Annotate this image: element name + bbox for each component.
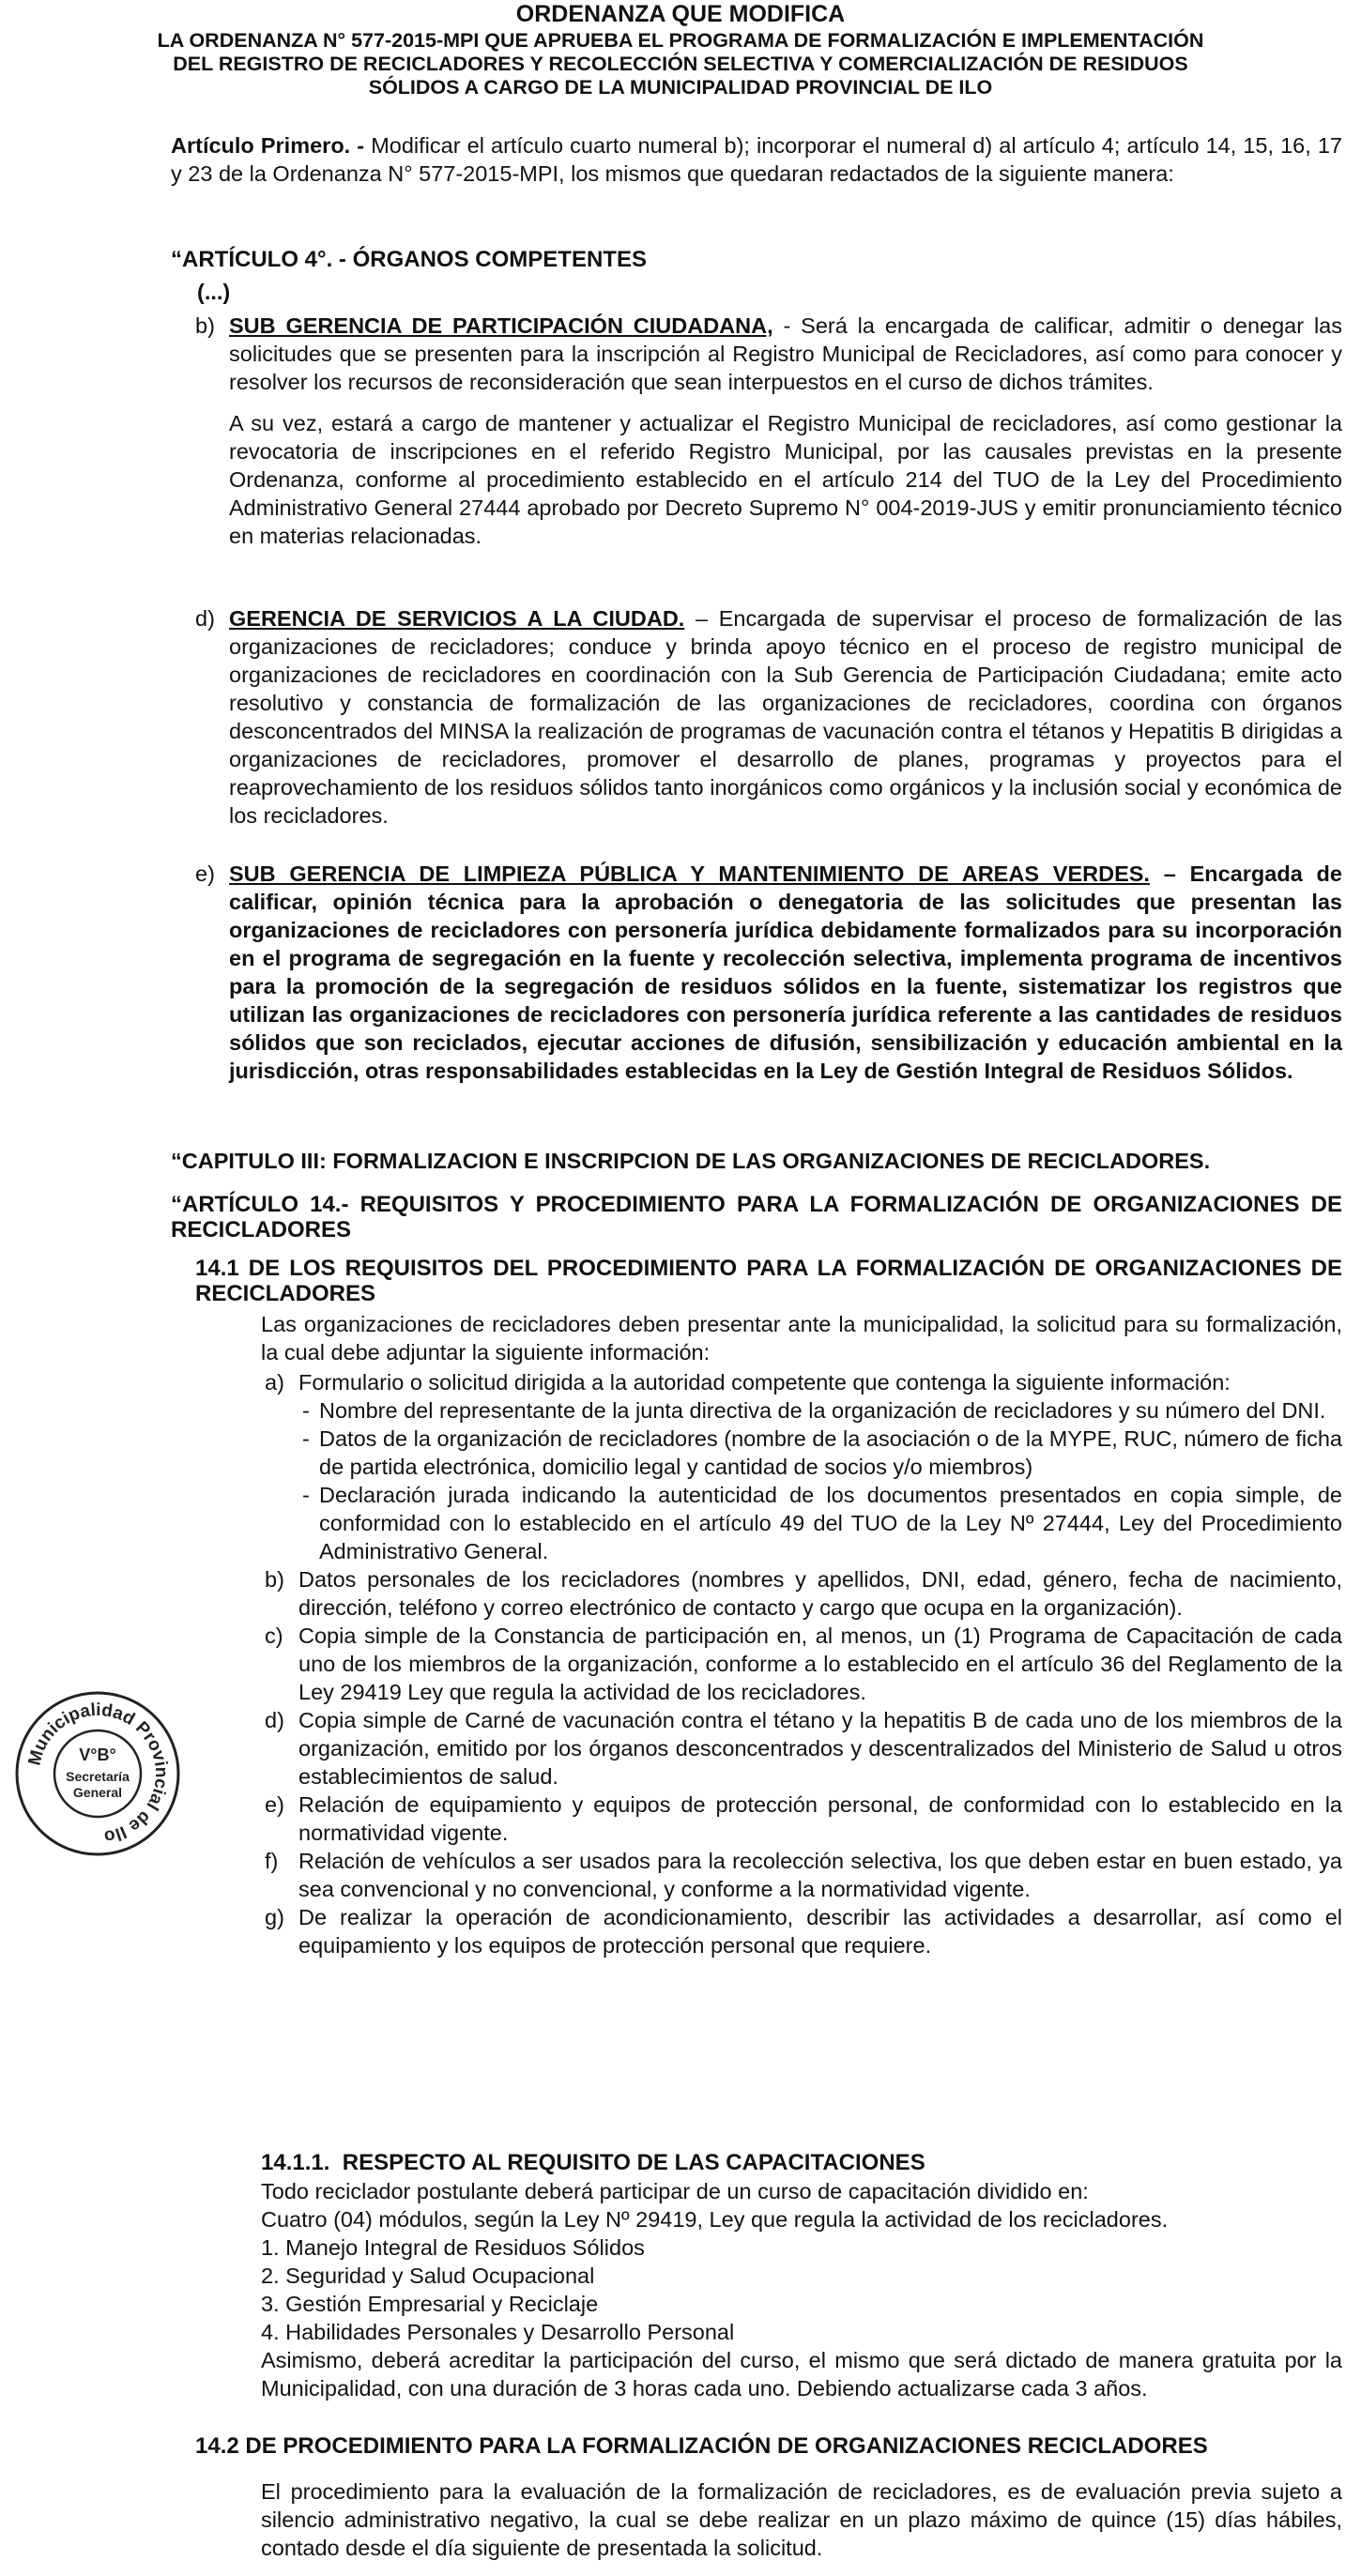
item-b-text2: A su vez, estará a cargo de mantener y actualizar el Registro Municipal de recicladores, así como gestionar la revocatoria de inscripciones en el referido Registro Municipal, por las causales previstas en la presente Ordenanza, conforme al procedimiento establecido en el artículo 214 del TUO de la Ley del Procedimiento Administrativo General 27444 aprobado por Decreto Supremo N° 004-2019-JUS y emitir pronunciamiento técnico en materias relacionadas. <box>229 411 1342 548</box>
section-14-2-heading: 14.2 DE PROCEDIMIENTO PARA LA FORMALIZACIÓN DE ORGANIZACIONES RECICLADORES <box>195 2433 1208 2459</box>
section-14-1-heading: 14.1 DE LOS REQUISITOS DEL PROCEDIMIENTO PARA LA FORMALIZACIÓN DE ORGANIZACIONES DE RECICLADORES <box>195 1256 1342 1306</box>
section-14-1-1-intro1: Todo reciclador postulante deberá participar de un curso de capacitación dividido en: <box>261 2179 1089 2203</box>
article-four <box>171 246 1342 306</box>
seal-center-top: V°B° <box>79 1745 116 1764</box>
item-d-text: – Encargada de supervisar el proceso de formalización de las organizaciones de recicladores; conduce y brinda apoyo técnico en el proceso de registro municipal de organizaciones de recicladores en coordinación con la Sub Gerencia de Participación Ciudadana; emite acto resolutivo y constancia de formalización de las organizaciones de recicladores, coordina con órganos desconcentrados del MINSA la realización de programas de vacunación contra el tétanos y Hepatitis B dirigidas a organizaciones de recicladores, promover el desarrollo de planes, programas y proyectos para el reaprovechamiento de los residuos sólidos tanto inorgánicos como orgánicos y la inclusión social y económica de los recicladores. <box>229 606 1342 828</box>
section-14-1-1-closing: Asimismo, deberá acreditar la participación del curso, el mismo que será dictado de manera gratuita por la Municipalidad, con una duración de 3 horas cada uno. Debiendo actualizarse cada 3 años. <box>261 2348 1342 2401</box>
requirement-a-sub-3: - Declaración jurada indicando la autenticidad de los documentos presentados en copia simple, de conformidad con lo establecido en el artículo 49 del TUO de la Ley Nº 27444, Ley del Procedimiento Administrativo General. <box>302 1483 1342 1563</box>
section-14-1-1-heading: 14.1.1. RESPECTO AL REQUISITO DE LAS CAPACITACIONES <box>261 2150 925 2175</box>
chapter-three-heading: “CAPITULO III: FORMALIZACION E INSCRIPCION DE LAS ORGANIZACIONES DE RECICLADORES. <box>171 1149 1211 1173</box>
item-d-title: GERENCIA DE SERVICIOS A LA CIUDAD. <box>229 606 685 631</box>
article-one <box>171 131 1342 188</box>
requirement-e: e) Relación de equipamiento y equipos de protección personal, de conformidad con lo establecido en la normatividad vigente. <box>265 1792 1342 1845</box>
requirement-b: b) Datos personales de los recicladores (nombres y apellidos, DNI, edad, género, fecha de nacimiento, dirección, teléfono y correo electrónico de contacto y cargo que ocupa en la organización). <box>265 1567 1342 1620</box>
item-b-title: SUB GERENCIA DE PARTICIPACIÓN CIUDADANA, <box>229 313 773 338</box>
article-one-label: Artículo Primero. - <box>171 133 365 158</box>
document-title: ORDENANZA QUE MODIFICA <box>515 1 846 27</box>
article-fourteen-heading: “ARTÍCULO 14.- REQUISITOS Y PROCEDIMIENTO PARA LA FORMALIZACIÓN DE ORGANIZACIONES DE RECICLADORES <box>171 1192 1342 1242</box>
document-subtitle: LA ORDENANZA N° 577-2015-MPI QUE APRUEBA EL PROGRAMA DE FORMALIZACIÓN E IMPLEMENTACIÓN DEL REGISTRO DE RECICLADORES Y RECOLECCIÓN SELECTIVA Y COMERCIALIZACIÓN DE RESIDUOS SÓLIDOS A CARGO DE LA MUNICIPALIDAD PROVINCIAL DE ILO <box>157 29 1204 99</box>
article-four-item-d <box>195 604 1342 830</box>
requirement-f: f) Relación de vehículos a ser usados para la recolección selectiva, los que deben estar en buen estado, ya sea convencional y no convencional, y conforme a la normatividad vigente. <box>265 1849 1342 1901</box>
section-14-2-text: El procedimiento para la evaluación de la formalización de recicladores, es de evaluación previa sujeto a silencio administrativo negativo, la cual se debe realizar en un plazo máximo de quince (15) días hábiles, contado desde el día siguiente de presentada la solicitud. <box>261 2479 1342 2560</box>
module-item: 3. Gestión Empresarial y Reciclaje <box>261 2292 599 2316</box>
document-header <box>0 2 1361 99</box>
item-b-text: - Será la encargada de calificar, admitir o denegar las solicitudes que se presenten para la inscripción al Registro Municipal de Recicladores, así como para conocer y resolver los recursos de reconsideración que sean interpuestos en el curso de dichos trámites. <box>229 313 1342 394</box>
section-14-1-1-intro2: Cuatro (04) módulos, según la Ley Nº 29419, Ley que regula la actividad de los recicladores. <box>261 2207 1169 2232</box>
article-four-ellipsis: (...) <box>197 280 231 304</box>
section-14-1 <box>261 1310 1342 1959</box>
item-e-text: – Encargada de calificar, opinión técnica para la aprobación o denegatoria de las solicitudes que presentan las organizaciones de recicladores con personería jurídica debidamente formalizados para su incorporación en el programa de segregación en la fuente y recolección selectiva, implementa programa de incentivos para la promoción de la segregación de residuos sólidos en la fuente, sistematizar los registros que utilizan las organizaciones de recicladores con personería jurídica referente a las cantidades de residuos sólidos que son reciclados, ejecutar acciones de difusión, sensibilización y educación ambiental en la jurisdicción, otras responsabilidades establecidas en la Ley de Gestión Integral de Residuos Sólidos. <box>229 861 1342 1083</box>
seal-center-line2: General <box>72 1785 123 1800</box>
module-item: 4. Habilidades Personales y Desarrollo Personal <box>261 2320 735 2344</box>
requirement-c: c) Copia simple de la Constancia de participación en, al menos, un (1) Programa de Capacitación de cada uno de los miembros de la organización, conforme a lo establecido en el artículo 36 del Reglamento de la Ley 29419 Ley que regula la actividad de los recicladores. <box>265 1623 1342 1704</box>
item-e-title: SUB GERENCIA DE LIMPIEZA PÚBLICA Y MANTENIMIENTO DE AREAS VERDES. <box>229 861 1150 886</box>
seal-center-line1: Secretaría <box>66 1769 130 1784</box>
requirement-a-sub-2: - Datos de la organización de recicladores (nombre de la asociación o de la MYPE, RUC, número de ficha de partida electrónica, domicilio legal y cantidad de socios y/o miembros) <box>302 1426 1342 1479</box>
requirement-d: d) Copia simple de Carné de vacunación contra el tétano y la hepatitis B de cada uno de los miembros de la organización, emitido por los órganos desconcentrados y descentralizados del Ministerio de Salud u otros establecimientos de salud. <box>265 1708 1342 1789</box>
module-item: 2. Seguridad y Salud Ocupacional <box>261 2264 595 2288</box>
item-b-label: b) <box>195 313 215 338</box>
article-four-heading: “ARTÍCULO 4°. - ÓRGANOS COMPETENTES <box>171 247 647 272</box>
article-four-item-b <box>195 312 1342 550</box>
municipal-seal-stamp <box>13 1689 182 1858</box>
item-e-label: e) <box>195 861 215 886</box>
requirement-g: g) De realizar la operación de acondicionamiento, describir las actividades a desarrollar, así como el equipamiento y los equipos de protección personal que requiere. <box>265 1905 1342 1958</box>
article-one-text: Modificar el artículo cuarto numeral b); incorporar el numeral d) al artículo 4; artículo 14, 15, 16, 17 y 23 de la Ordenanza N° 577-2015-MPI, los mismos que quedaran redactados de la siguiente manera: <box>171 133 1342 186</box>
section-14-1-intro: Las organizaciones de recicladores deben presentar ante la municipalidad, la solicitud para su formalización, la cual debe adjuntar la siguiente información: <box>261 1312 1342 1364</box>
seal-ring-text: Municipalidad Provincial de Ilo <box>24 1700 172 1847</box>
section-14-1-1 <box>261 2149 1342 2402</box>
module-item: 1. Manejo Integral de Residuos Sólidos <box>261 2235 645 2260</box>
item-d-label: d) <box>195 606 215 631</box>
article-four-item-e <box>195 860 1342 1085</box>
requirement-a-sub-1: - Nombre del representante de la junta directiva de la organización de recicladores y su número del DNI. <box>302 1398 1326 1423</box>
requirement-a: a) Formulario o solicitud dirigida a la autoridad competente que contenga la siguiente información: - Nombre del representante de la junta directiva de la organización de recicladores y su número del DNI. - Datos de la organización de recicladores (nombre de la asociación o de la MYPE, RUC, número de ficha de partida electrónica, domicilio legal y cantidad de socios y/o miembros) - Declaración jurada indicando la autenticidad de los documentos presentados en copia simple, de conformidad con lo establecido en el artículo 49 del TUO de la Ley Nº 27444, Ley del Procedimiento Administrativo General. <box>265 1370 1342 1563</box>
